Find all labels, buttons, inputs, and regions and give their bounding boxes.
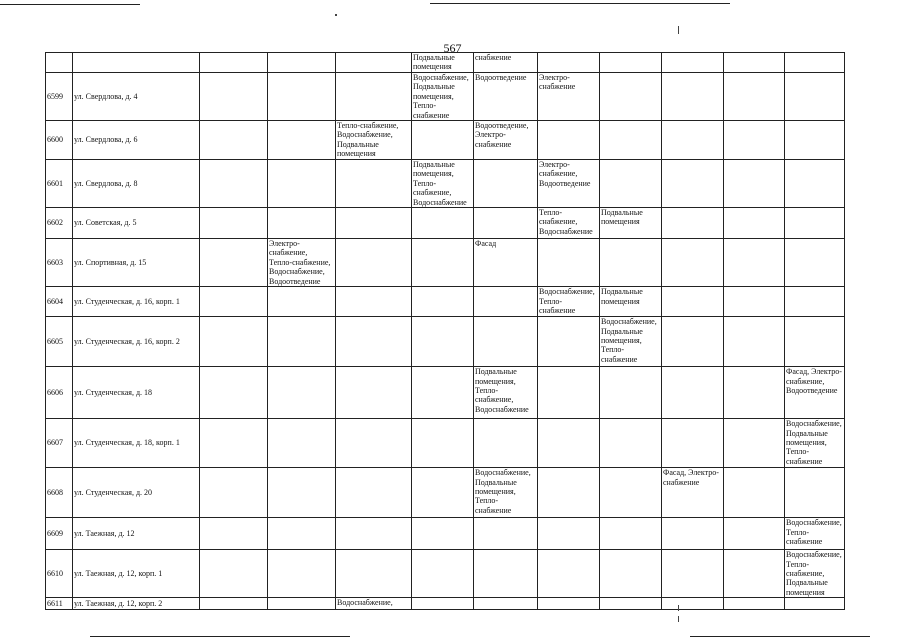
work-type-cell xyxy=(662,73,724,121)
work-type-cell xyxy=(336,160,412,208)
work-type-cell: Электро- снабжение, Водоотведение xyxy=(538,160,600,208)
work-type-cell: снабжение xyxy=(474,53,538,73)
work-type-cell xyxy=(474,160,538,208)
work-type-cell: Водоотведение, Электро- снабжение xyxy=(474,121,538,160)
work-type-cell: Фасад, Электро- снабжение, Водоотведение xyxy=(785,367,845,419)
work-type-cell: Подвальные помещения xyxy=(412,53,474,73)
work-type-cell xyxy=(412,468,474,518)
work-type-cell xyxy=(336,468,412,518)
scan-artifact-top xyxy=(0,4,140,5)
work-type-cell xyxy=(412,239,474,287)
row-number: 6602 xyxy=(46,208,73,239)
work-type-cell xyxy=(200,121,268,160)
work-type-cell: Подвальные помещения xyxy=(600,208,662,239)
work-type-cell xyxy=(474,287,538,317)
work-type-cell xyxy=(724,160,785,208)
scan-speck xyxy=(678,605,679,611)
work-type-cell xyxy=(724,598,785,610)
work-type-cell xyxy=(538,598,600,610)
work-type-cell xyxy=(538,53,600,73)
work-type-cell: Тепло-снабжение, Водоснабжение, Подвальные помещения xyxy=(336,121,412,160)
work-type-cell xyxy=(474,208,538,239)
table-row xyxy=(46,160,845,208)
work-type-cell xyxy=(662,518,724,550)
row-number: 6603 xyxy=(46,239,73,287)
work-type-cell xyxy=(268,317,336,367)
work-type-cell xyxy=(600,598,662,610)
work-type-cell xyxy=(785,287,845,317)
row-address: ул. Советская, д. 5 xyxy=(73,208,200,239)
work-type-cell xyxy=(724,287,785,317)
work-type-cell xyxy=(412,419,474,468)
work-type-cell xyxy=(662,160,724,208)
work-type-cell xyxy=(268,121,336,160)
row-address: ул. Таежная, д. 12 xyxy=(73,518,200,550)
page-number: 567 xyxy=(443,41,462,55)
work-type-cell: Подвальные помещения, Тепло- снабжение, Водоснабжение xyxy=(474,367,538,419)
work-type-cell xyxy=(200,550,268,598)
row-number: 6600 xyxy=(46,121,73,160)
row-address: ул. Студенческая, д. 18, корп. 1 xyxy=(73,419,200,468)
work-type-cell xyxy=(600,419,662,468)
work-type-cell xyxy=(336,239,412,287)
work-type-cell xyxy=(474,598,538,610)
table-row xyxy=(46,121,845,160)
work-type-cell xyxy=(268,367,336,419)
row-address: ул. Свердлова, д. 4 xyxy=(73,73,200,121)
work-type-cell xyxy=(600,53,662,73)
row-address: ул. Спортивная, д. 15 xyxy=(73,239,200,287)
scan-speck xyxy=(678,26,679,34)
table-row xyxy=(46,550,845,598)
work-type-cell xyxy=(336,518,412,550)
row-address: ул. Студенческая, д. 16, корп. 1 xyxy=(73,287,200,317)
work-type-cell xyxy=(538,518,600,550)
row-address: ул. Студенческая, д. 16, корп. 2 xyxy=(73,317,200,367)
work-type-cell xyxy=(662,598,724,610)
work-type-cell: Водоснабжение, Тепло- снабжение xyxy=(538,287,600,317)
work-type-cell: Электро- снабжение, Тепло-снабжение, Водоснабжение, Водоотведение xyxy=(268,239,336,287)
work-type-cell xyxy=(724,121,785,160)
table-row xyxy=(46,598,845,610)
work-type-cell xyxy=(336,73,412,121)
work-type-cell: Водоотведение xyxy=(474,73,538,121)
scan-artifact-bottom-right xyxy=(690,636,870,637)
work-type-cell xyxy=(724,208,785,239)
row-address: ул. Свердлова, д. 8 xyxy=(73,160,200,208)
table-row xyxy=(46,53,845,73)
work-type-cell xyxy=(724,419,785,468)
work-type-cell xyxy=(200,317,268,367)
work-type-cell xyxy=(200,518,268,550)
work-type-cell xyxy=(662,550,724,598)
work-type-cell xyxy=(412,317,474,367)
work-type-cell xyxy=(336,53,412,73)
row-number: 6605 xyxy=(46,317,73,367)
row-number: 6606 xyxy=(46,367,73,419)
work-type-cell: Водоснабжение, xyxy=(336,598,412,610)
work-type-cell xyxy=(200,598,268,610)
work-type-cell xyxy=(724,53,785,73)
row-number: 6611 xyxy=(46,598,73,610)
work-type-cell xyxy=(268,419,336,468)
work-type-cell xyxy=(785,598,845,610)
table-row xyxy=(46,208,845,239)
work-type-cell: Подвальные помещения, Тепло- снабжение, Водоснабжение xyxy=(412,160,474,208)
table-row xyxy=(46,367,845,419)
work-type-cell xyxy=(662,53,724,73)
work-type-cell xyxy=(268,208,336,239)
work-type-cell xyxy=(336,208,412,239)
work-type-cell xyxy=(600,518,662,550)
work-type-cell xyxy=(785,468,845,518)
work-type-cell xyxy=(600,550,662,598)
register-table xyxy=(45,52,845,610)
work-type-cell xyxy=(785,73,845,121)
work-type-cell xyxy=(474,317,538,367)
work-type-cell xyxy=(200,160,268,208)
work-type-cell: Фасад, Электро- снабжение xyxy=(662,468,724,518)
table-row xyxy=(46,468,845,518)
work-type-cell xyxy=(200,419,268,468)
table-row xyxy=(46,419,845,468)
work-type-cell xyxy=(200,53,268,73)
row-address: ул. Таежная, д. 12, корп. 2 xyxy=(73,598,200,610)
row-number: 6608 xyxy=(46,468,73,518)
work-type-cell xyxy=(474,518,538,550)
work-type-cell xyxy=(412,518,474,550)
work-type-cell xyxy=(538,317,600,367)
work-type-cell xyxy=(200,367,268,419)
work-type-cell xyxy=(336,287,412,317)
scan-artifact-bottom xyxy=(90,636,350,637)
row-address: ул. Студенческая, д. 20 xyxy=(73,468,200,518)
row-address xyxy=(73,53,200,73)
work-type-cell xyxy=(412,287,474,317)
scan-speck xyxy=(335,14,337,16)
work-type-cell: Водоснабжение, Подвальные помещения, Тепло- снабжение xyxy=(600,317,662,367)
work-type-cell xyxy=(538,121,600,160)
work-type-cell xyxy=(200,73,268,121)
work-type-cell xyxy=(600,73,662,121)
work-type-cell xyxy=(662,317,724,367)
work-type-cell: Водоснабжение, Тепло- снабжение, Подвальные помещения xyxy=(785,550,845,598)
scan-speck xyxy=(678,616,679,622)
work-type-cell xyxy=(785,160,845,208)
work-type-cell xyxy=(662,239,724,287)
row-number: 6610 xyxy=(46,550,73,598)
work-type-cell xyxy=(724,518,785,550)
work-type-cell xyxy=(785,53,845,73)
work-type-cell xyxy=(538,419,600,468)
work-type-cell xyxy=(600,160,662,208)
table-row xyxy=(46,73,845,121)
scan-artifact-top-right xyxy=(430,3,730,4)
work-type-cell xyxy=(268,73,336,121)
work-type-cell: Электро- снабжение xyxy=(538,73,600,121)
work-type-cell: Тепло- снабжение, Водоснабжение xyxy=(538,208,600,239)
work-type-cell xyxy=(412,121,474,160)
work-type-cell xyxy=(200,208,268,239)
work-type-cell xyxy=(724,317,785,367)
table-row xyxy=(46,239,845,287)
row-number: 6607 xyxy=(46,419,73,468)
work-type-cell xyxy=(538,367,600,419)
row-number: 6601 xyxy=(46,160,73,208)
row-number: 6604 xyxy=(46,287,73,317)
work-type-cell: Водоснабжение, Подвальные помещения, Тепло- снабжение xyxy=(412,73,474,121)
row-number: 6599 xyxy=(46,73,73,121)
work-type-cell xyxy=(268,550,336,598)
work-type-cell xyxy=(662,287,724,317)
work-type-cell: Подвальные помещения xyxy=(600,287,662,317)
table-row xyxy=(46,518,845,550)
work-type-cell xyxy=(336,317,412,367)
work-type-cell: Фасад xyxy=(474,239,538,287)
work-type-cell: Водоснабжение, Подвальные помещения, Тепло- снабжение xyxy=(785,419,845,468)
row-number: 6609 xyxy=(46,518,73,550)
work-type-cell: Водоснабжение, Тепло- снабжение xyxy=(785,518,845,550)
work-type-cell xyxy=(474,550,538,598)
work-type-cell xyxy=(785,208,845,239)
work-type-cell xyxy=(785,121,845,160)
work-type-cell xyxy=(336,419,412,468)
work-type-cell xyxy=(268,160,336,208)
table-row xyxy=(46,287,845,317)
row-number xyxy=(46,53,73,73)
work-type-cell xyxy=(474,419,538,468)
work-type-cell xyxy=(662,419,724,468)
work-type-cell xyxy=(600,468,662,518)
work-type-cell xyxy=(200,468,268,518)
work-type-cell xyxy=(200,239,268,287)
work-type-cell xyxy=(724,550,785,598)
work-type-cell xyxy=(662,208,724,239)
work-type-cell xyxy=(412,367,474,419)
work-type-cell xyxy=(268,53,336,73)
work-type-cell xyxy=(268,518,336,550)
work-type-cell xyxy=(785,239,845,287)
work-type-cell xyxy=(538,239,600,287)
work-type-cell xyxy=(336,367,412,419)
work-type-cell xyxy=(724,239,785,287)
row-address: ул. Таежная, д. 12, корп. 1 xyxy=(73,550,200,598)
work-type-cell xyxy=(336,550,412,598)
work-type-cell xyxy=(785,317,845,367)
row-address: ул. Студенческая, д. 18 xyxy=(73,367,200,419)
work-type-cell: Водоснабжение, Подвальные помещения, Тепло- снабжение xyxy=(474,468,538,518)
work-type-cell xyxy=(600,121,662,160)
work-type-cell xyxy=(538,468,600,518)
work-type-cell xyxy=(724,73,785,121)
work-type-cell xyxy=(412,208,474,239)
table-row xyxy=(46,317,845,367)
work-type-cell xyxy=(268,598,336,610)
work-type-cell xyxy=(724,367,785,419)
work-type-cell xyxy=(200,287,268,317)
work-type-cell xyxy=(662,121,724,160)
work-type-cell xyxy=(268,287,336,317)
work-type-cell xyxy=(268,468,336,518)
work-type-cell xyxy=(600,239,662,287)
row-address: ул. Свердлова, д. 6 xyxy=(73,121,200,160)
work-type-cell xyxy=(412,598,474,610)
work-type-cell xyxy=(724,468,785,518)
work-type-cell xyxy=(662,367,724,419)
work-type-cell xyxy=(538,550,600,598)
work-type-cell xyxy=(600,367,662,419)
work-type-cell xyxy=(412,550,474,598)
